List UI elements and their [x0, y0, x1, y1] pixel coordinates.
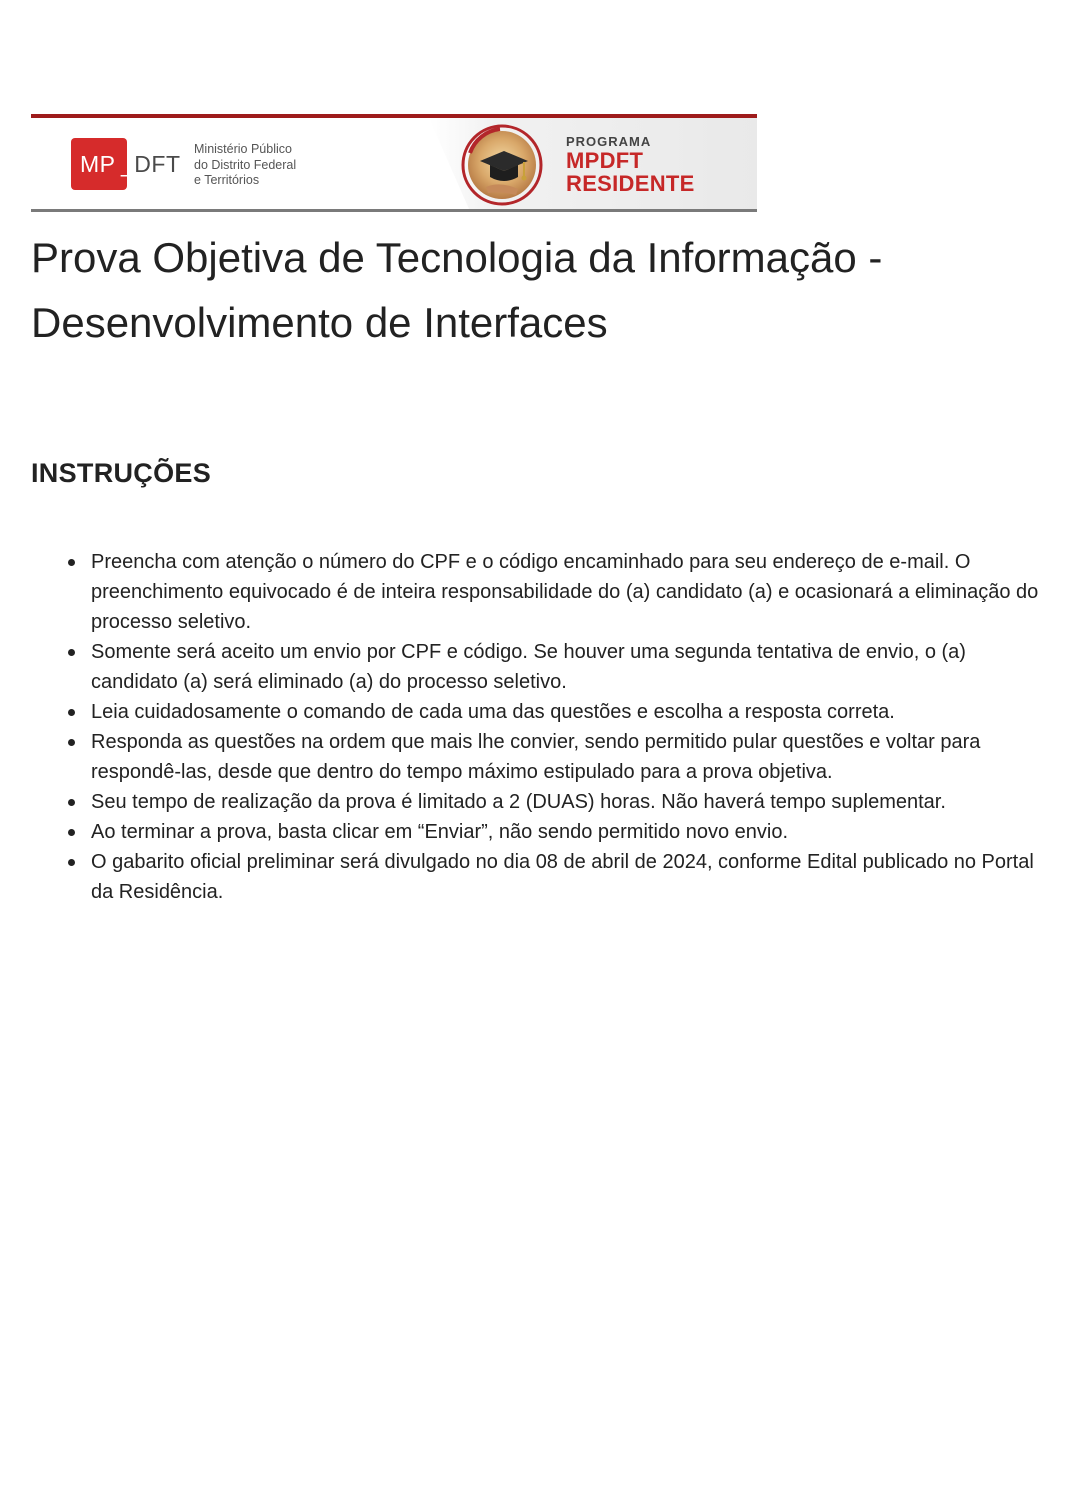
list-item-text: Preencha com atenção o número do CPF e o código encaminhado para seu endereço de e-mail. O preenchimento equivocado é de inteira responsabilidade do (a) candidato (a) e ocasionará a eliminação do processo seletivo. [91, 551, 1039, 633]
list-item [91, 637, 1056, 697]
organization-name [194, 142, 296, 189]
page-title [31, 225, 1051, 355]
page-title-line1: Prova Objetiva de Tecnologia da Informação - [31, 234, 883, 281]
bullet-icon [68, 799, 75, 806]
org-line: Ministério Público [194, 142, 292, 156]
list-item-text: Responda as questões na ordem que mais lhe convier, sendo permitido pular questões e voltar para respondê-las, desde que dentro do tempo máximo estipulado para a prova objetiva. [91, 731, 981, 783]
logo-dft: _DFT [121, 150, 181, 177]
instructions-heading: INSTRUÇÕES [31, 458, 212, 488]
bullet-icon [68, 829, 75, 836]
logo-dft-text: DFT [134, 150, 181, 177]
org-line: do Distrito Federal [194, 157, 297, 172]
list-item-text: O gabarito oficial preliminar será divulgado no dia 08 de abril de 2024, conforme Edital publicado no Portal da Residência. [91, 851, 1034, 903]
program-name-line2: RESIDENTE [566, 171, 695, 196]
bullet-icon [68, 859, 75, 866]
page-title-line2: Desenvolvimento de Interfaces [31, 299, 608, 346]
list-item-text: Somente será aceito um envio por CPF e código. Se houver uma segunda tentativa de envio, o (a) candidato (a) será eliminado (a) do processo seletivo. [91, 641, 966, 693]
list-item [91, 847, 1056, 907]
list-item [91, 817, 1056, 847]
logo-mp-text: MP [80, 150, 116, 177]
bullet-icon [68, 559, 75, 566]
list-item [91, 727, 1056, 787]
list-item-text: Seu tempo de realização da prova é limitado a 2 (DUAS) horas. Não haverá tempo suplementar. [91, 791, 946, 813]
logo-mp-box [71, 138, 127, 190]
bullet-icon [68, 649, 75, 656]
bullet-icon [68, 739, 75, 746]
list-item [91, 697, 1056, 727]
mpdft-logo [71, 138, 181, 190]
org-line: e Territórios [194, 173, 260, 187]
list-item-text: Ao terminar a prova, basta clicar em “Enviar”, não sendo permitido novo envio. [91, 821, 789, 843]
list-item [91, 547, 1056, 637]
header-banner [31, 114, 757, 212]
instructions-list [91, 547, 1056, 907]
list-item [91, 787, 1056, 817]
program-title [566, 135, 695, 195]
graduation-cap-icon [460, 123, 544, 207]
list-item-text: Leia cuidadosamente o comando de cada uma das questões e escolha a resposta correta. [91, 701, 895, 723]
bullet-icon [68, 709, 75, 716]
program-name-line1: MPDFT [566, 148, 644, 173]
program-label: PROGRAMA [566, 134, 652, 149]
